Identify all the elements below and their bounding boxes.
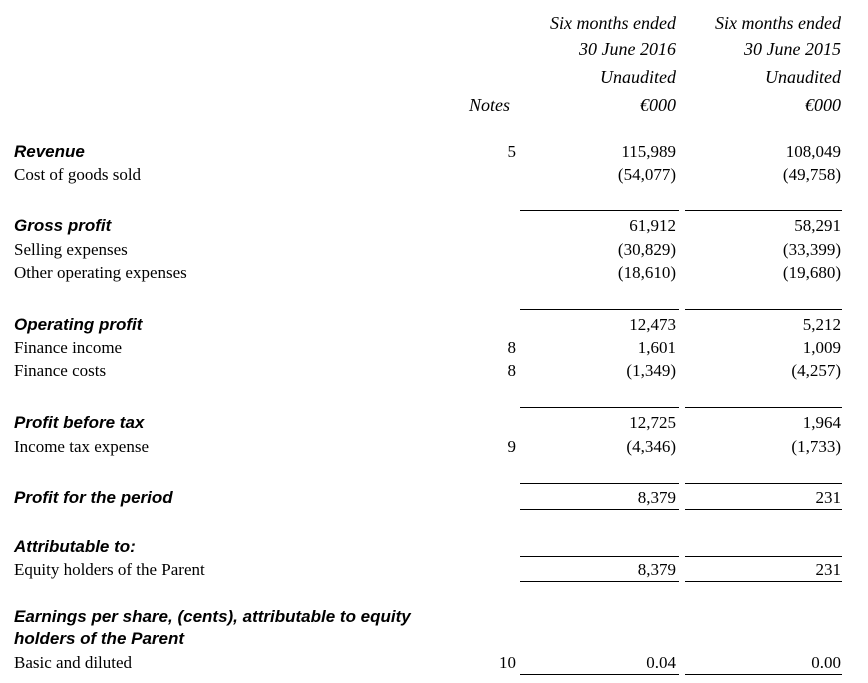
col2-header-period: Six months ended [715,13,841,33]
tax-2015: (1,733) [791,437,841,456]
col2-header-date: 30 June 2015 [744,39,841,59]
operating-profit-2015: 5,212 [802,315,841,334]
rule-profit-bottom-col1 [520,509,679,510]
gross-profit-2015: 58,291 [794,216,841,235]
basic-diluted-note: 10 [499,653,516,672]
revenue-label: Revenue [14,142,85,161]
other-opex-label: Other operating expenses [14,263,187,282]
finance-costs-label: Finance costs [14,361,107,380]
revenue-2015: 108,049 [785,142,841,161]
equity-holders-label: Equity holders of the Parent [14,560,205,579]
other-opex-2015: (19,680) [782,263,841,282]
rule-equity-bottom-col1 [520,581,679,582]
revenue-note: 5 [507,142,516,161]
rule-equity-top-col2 [685,556,842,557]
rule-eps-col2 [685,674,842,675]
rule-gross-col2 [685,210,842,211]
pbt-2016: 12,725 [629,413,676,432]
finance-costs-note: 8 [507,361,516,380]
rule-profit-top-col1 [520,483,679,484]
selling-2016: (30,829) [617,240,676,259]
col1-header-unit: €000 [640,95,676,115]
finance-income-note: 8 [507,338,516,357]
rule-pbt-col2 [685,407,842,408]
operating-profit-label: Operating profit [14,315,143,334]
notes-header: Notes [468,95,510,115]
rule-pbt-col1 [520,407,679,408]
profit-period-label: Profit for the period [14,488,173,507]
basic-diluted-2016: 0.04 [646,653,676,672]
finance-costs-2016: (1,349) [626,361,676,380]
eps-heading-line2: holders of the Parent [14,629,185,648]
attributable-label: Attributable to: [14,537,136,556]
pbt-label: Profit before tax [14,413,145,432]
rule-equity-top-col1 [520,556,679,557]
rule-profit-bottom-col2 [685,509,842,510]
tax-label: Income tax expense [14,437,149,456]
operating-profit-2016: 12,473 [629,315,676,334]
finance-costs-2015: (4,257) [791,361,841,380]
equity-holders-2016: 8,379 [637,560,676,579]
selling-label: Selling expenses [14,240,128,259]
col2-header-audit: Unaudited [765,67,841,87]
rule-operating-col1 [520,309,679,310]
gross-profit-2016: 61,912 [629,216,676,235]
basic-diluted-label: Basic and diluted [14,653,133,672]
col2-header-unit: €000 [805,95,841,115]
finance-income-label: Finance income [14,338,123,357]
eps-heading-line1: Earnings per share, (cents), attributable to equity [14,607,411,626]
pbt-2015: 1,964 [802,413,841,432]
rule-equity-bottom-col2 [685,581,842,582]
tax-2016: (4,346) [626,437,676,456]
col1-header-date: 30 June 2016 [579,39,676,59]
finance-income-2015: 1,009 [802,338,841,357]
profit-period-2016: 8,379 [637,488,676,507]
tax-note: 9 [507,437,516,456]
equity-holders-2015: 231 [815,560,841,579]
rule-eps-col1 [520,674,679,675]
revenue-2016: 115,989 [621,142,676,161]
cogs-2015: (49,758) [782,165,841,184]
col1-header-period: Six months ended [550,13,676,33]
gross-profit-label: Gross profit [14,216,112,235]
rule-profit-top-col2 [685,483,842,484]
rule-gross-col1 [520,210,679,211]
other-opex-2016: (18,610) [617,263,676,282]
finance-income-2016: 1,601 [637,338,676,357]
selling-2015: (33,399) [782,240,841,259]
col1-header-audit: Unaudited [600,67,676,87]
cogs-label: Cost of goods sold [14,165,142,184]
profit-period-2015: 231 [815,488,841,507]
rule-operating-col2 [685,309,842,310]
basic-diluted-2015: 0.00 [811,653,841,672]
cogs-2016: (54,077) [617,165,676,184]
